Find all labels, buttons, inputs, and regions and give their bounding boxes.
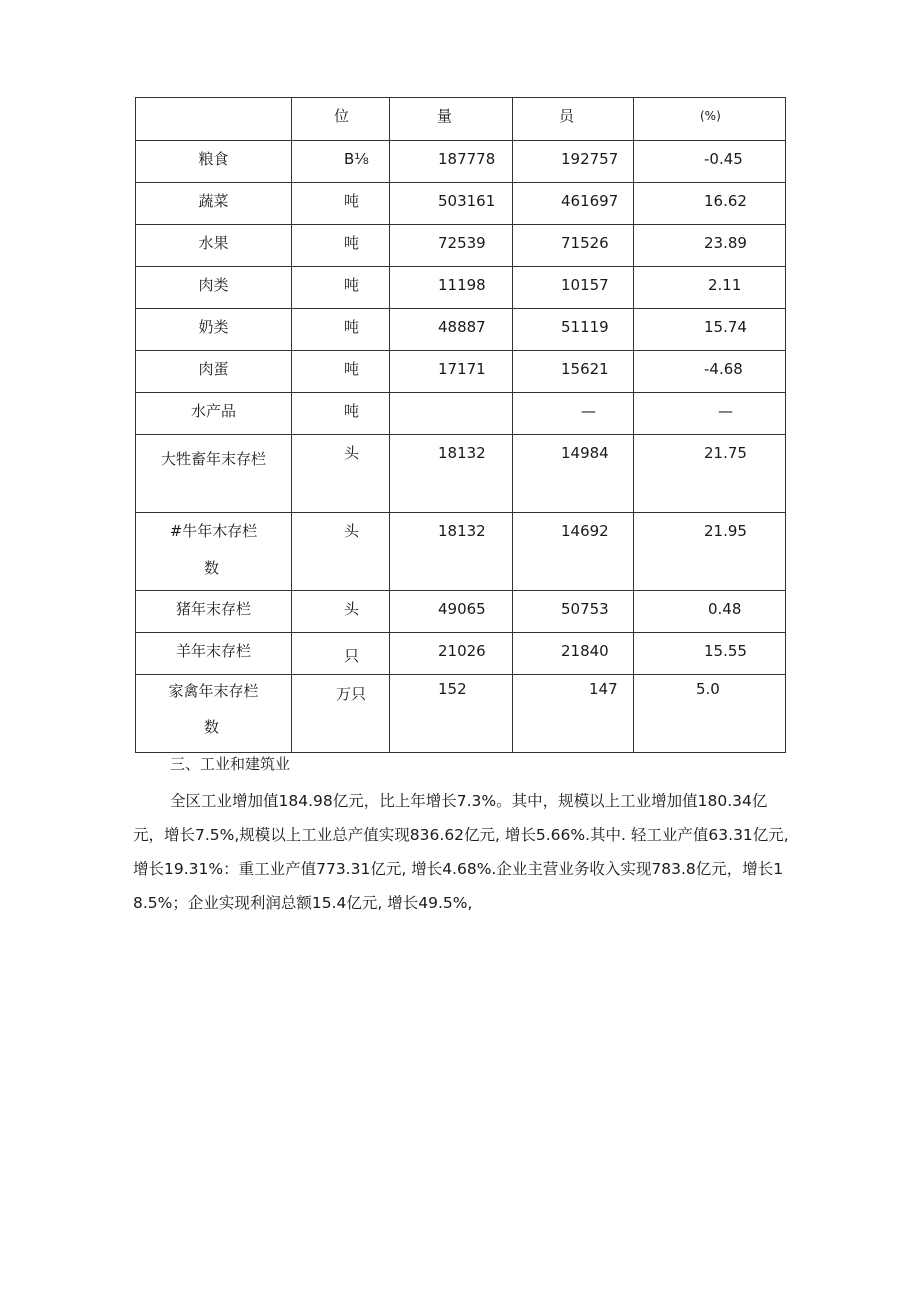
table-row — [136, 351, 786, 393]
row-amount: 17171 — [438, 360, 486, 378]
header-unit: 位 — [334, 107, 350, 125]
row-percent: 15.55 — [704, 642, 747, 660]
row-amount: 21026 — [438, 642, 486, 660]
row-previous: 14984 — [561, 444, 609, 462]
header-amount: 量 — [437, 107, 453, 125]
row-name: 蔬菜 — [198, 192, 229, 210]
table-row — [136, 225, 786, 267]
row-previous: 14692 — [561, 522, 609, 540]
header-cell — [136, 98, 292, 141]
row-percent: -4.68 — [704, 360, 743, 378]
row-percent: 2.11 — [708, 276, 742, 294]
row-percent: 21.75 — [704, 444, 747, 462]
table-row — [136, 141, 786, 183]
statistics-table — [135, 97, 786, 753]
row-name: 羊年末存栏 — [175, 642, 251, 660]
row-previous: 50753 — [561, 600, 609, 618]
row-unit: 头 — [344, 522, 360, 540]
table-row — [136, 513, 786, 591]
row-amount: 18132 — [438, 444, 486, 462]
row-amount: 18132 — [438, 522, 486, 540]
row-amount: 152 — [438, 680, 467, 698]
header-percent: (%) — [700, 109, 721, 123]
row-name-continued: 数 — [204, 718, 220, 736]
header-cell — [390, 98, 513, 141]
row-unit: 吨 — [344, 360, 360, 378]
section-heading: 三、工业和建筑业 — [170, 755, 291, 773]
row-amount: 49065 — [438, 600, 486, 618]
row-unit: 吨 — [344, 192, 360, 210]
row-amount: 72539 — [438, 234, 486, 252]
row-percent: 16.62 — [704, 192, 747, 210]
row-previous: 71526 — [561, 234, 609, 252]
table-row — [136, 309, 786, 351]
header-name — [136, 98, 291, 105]
row-previous: 51119 — [561, 318, 609, 336]
table-header-row — [136, 98, 786, 141]
row-amount — [390, 393, 512, 400]
body-paragraph: 全区工业增加值184.98亿元，比上年增长7.3%。其中，规模以上工业增加值180.34亿元，增长7.5%,规模以上工业总产值实现836.62亿元, 增长5.66%.其中. 轻工业产值63.31亿元, 增长19.31%：重工业产值773.31亿元, 增长4.68%.企业主营业务收入实现783.8亿元，增长18.5%；企业实现利润总额15.4亿元, 增长49.5%, — [133, 792, 789, 912]
row-name: 猪年末存栏 — [175, 600, 251, 618]
header-cell — [513, 98, 634, 141]
table-row — [136, 591, 786, 633]
row-name-continued: 数 — [204, 559, 220, 577]
table-row — [136, 633, 786, 675]
row-name: 水果 — [198, 234, 229, 252]
row-previous: — — [581, 402, 596, 420]
row-name: 肉类 — [198, 276, 229, 294]
row-name: 粮食 — [198, 150, 229, 168]
row-unit: 吨 — [344, 402, 360, 420]
row-unit: 吨 — [344, 276, 360, 294]
row-name: #牛年木存栏 — [169, 522, 258, 540]
table-row — [136, 393, 786, 435]
row-amount: 11198 — [438, 276, 486, 294]
header-cell — [634, 98, 786, 141]
row-previous: 15621 — [561, 360, 609, 378]
row-name: 奶类 — [198, 318, 229, 336]
row-percent: 5.0 — [696, 680, 720, 698]
table-row — [136, 183, 786, 225]
row-previous: 147 — [589, 680, 618, 698]
row-percent: -0.45 — [704, 150, 743, 168]
row-unit: B⅛ — [344, 150, 369, 168]
row-previous: 21840 — [561, 642, 609, 660]
row-name: 大牲畜年末存栏 — [160, 450, 266, 468]
row-unit: 吨 — [344, 234, 360, 252]
table-row — [136, 435, 786, 513]
row-percent: 0.48 — [708, 600, 742, 618]
row-unit: 头 — [344, 444, 360, 462]
table-row — [136, 675, 786, 753]
row-previous: 461697 — [561, 192, 619, 210]
row-percent: 21.95 — [704, 522, 747, 540]
row-amount: 187778 — [438, 150, 496, 168]
row-previous: 10157 — [561, 276, 609, 294]
row-unit: 吨 — [344, 318, 360, 336]
row-amount: 48887 — [438, 318, 486, 336]
row-amount: 503161 — [438, 192, 496, 210]
table-row — [136, 267, 786, 309]
header-previous: 员 — [559, 107, 575, 125]
row-name: 水产品 — [190, 402, 236, 420]
row-name: 家禽年末存栏 — [168, 682, 259, 700]
row-name: 肉蛋 — [198, 360, 229, 378]
row-previous: 192757 — [561, 150, 619, 168]
row-percent: — — [718, 402, 733, 420]
row-unit: 万只 — [336, 685, 367, 703]
row-percent: 23.89 — [704, 234, 747, 252]
row-percent: 15.74 — [704, 318, 747, 336]
row-unit: 头 — [344, 600, 360, 618]
row-unit: 只 — [344, 647, 360, 665]
header-cell — [292, 98, 390, 141]
